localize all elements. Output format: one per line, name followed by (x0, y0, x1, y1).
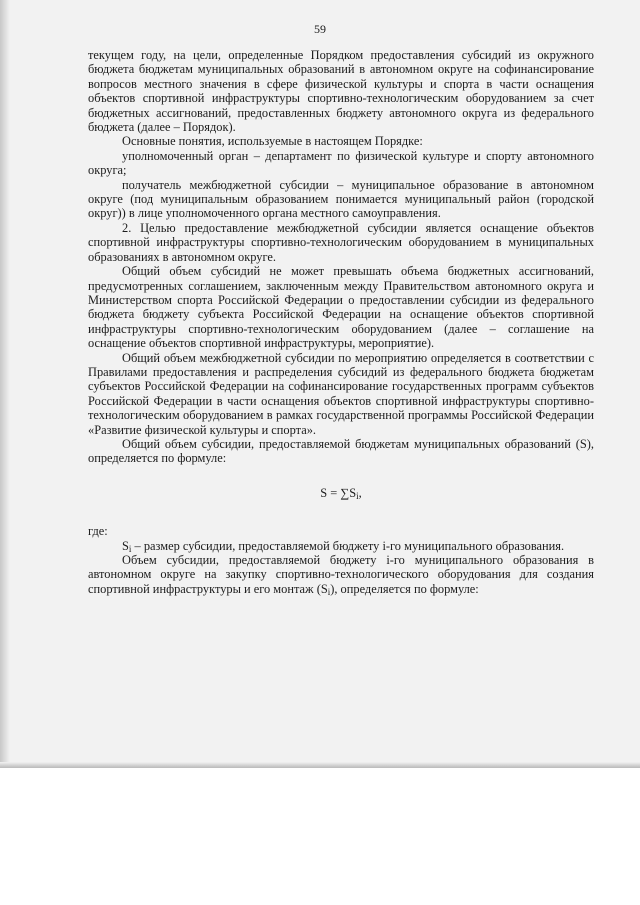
paragraph (88, 553, 594, 596)
formula (88, 486, 594, 500)
scan-shadow-left (0, 0, 10, 768)
page-number: 59 (314, 22, 326, 36)
formula-subscript: i (356, 490, 359, 501)
paragraph: Общий объем субсидий не может превышать объема бюджетных ассигнований, предусмотренных соглашением, заключенным между Правительством автономного округа и Министерством спорта Российской Федерации о предоставлении субсидии из федерального бюджета бюджету субъекта Российской Федерации на оснащение объектов спортивной инфраструктуры спортивно-технологическим оборудованием (далее – соглашение на оснащение объектов спортивной инфраструктуры, мероприятие). (88, 264, 594, 351)
paragraph: уполномоченный орган – департамент по физической культуре и спорту автономного округа; (88, 148, 594, 178)
formula-main: S = ∑S (320, 485, 357, 500)
paragraph (88, 539, 594, 553)
paragraph-text: Объем субсидии, предоставляемой бюджету i-го муниципального образования в автономном округе на закупку спортивно-технологического оборудования для создания спортивной инфраструктуры и его монтаж (S (88, 553, 594, 596)
formula-tail: , (358, 485, 362, 500)
paragraph: Общий объем межбюджетной субсидии по мероприятию определяется в соответствии с Правилами предоставления и распределения субсидий из федерального бюджета бюджетам субъектов Российской Федерации на софинансирование государственных программ субъектов Российской Федерации в части оснащения объектов спортивной инфраструктуры спортивно-технологическим оборудованием в рамках государственной программы Российской Федерации «Развитие физической культуры и спорта». (88, 350, 594, 437)
paragraph: получатель межбюджетной субсидии – муниципальное образование в автономном округе (под муниципальным образованием понимается муниципальный район (городской округ)) в лице уполномоченного органа местного самоуправления. (88, 177, 594, 221)
paragraph-text-end: ), определяется по формуле: (330, 581, 479, 596)
symbol-subscript: i (327, 586, 331, 597)
paragraph: 2. Целью предоставление межбюджетной субсидии является оснащение объектов спортивной инфраструктуры спортивно-технологическим оборудованием в муниципальных образованиях в автономном округе. (88, 220, 594, 264)
paragraph: Основные понятия, используемые в настоящем Порядке: (122, 134, 423, 149)
where-label: где: (88, 524, 108, 539)
paragraph: текущем году, на цели, определенные Порядком предоставления субсидий из окружного бюджета бюджетам муниципальных образований в автономном округе на софинансирование вопросов местного значения в сфере физической культуры и спорта в части оснащения объектов спортивной инфраструктуры спортивно-технологическим оборудованием за счет бюджетных ассигнований, предоставленных бюджету автономного округа из федерального бюджета (далее – Порядок). (88, 48, 594, 135)
definition-text: – размер субсидии, предоставляемой бюджету i-го муниципального образования. (131, 538, 565, 553)
symbol: S (122, 538, 129, 553)
scan-shadow-bottom (0, 762, 640, 768)
symbol-subscript: i (128, 543, 132, 554)
paragraph: Общий объем субсидии, предоставляемой бюджетам муниципальных образований (S), определяется по формуле: (88, 436, 594, 466)
document-body (88, 48, 594, 596)
